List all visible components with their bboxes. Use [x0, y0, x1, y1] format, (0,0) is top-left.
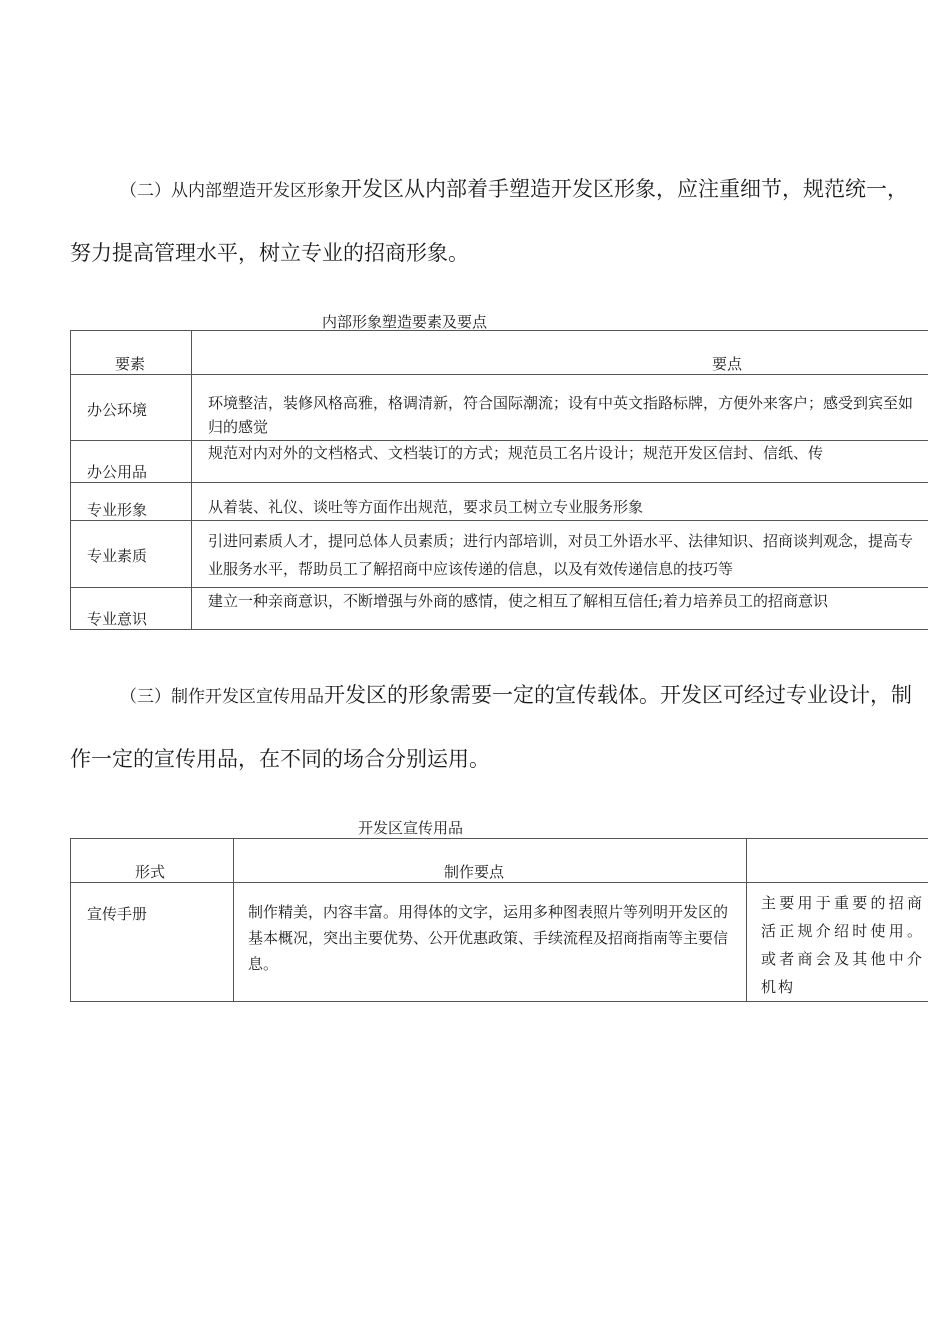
header-cell-element: 要素	[71, 331, 192, 375]
section-3-body: 开发区的形象需要一定的宣传载体。开发区可经过专业设计，制作一定的宣传用品，在不同的场合分别运用。	[70, 683, 912, 771]
row-element: 办公环境	[87, 401, 148, 419]
row-points: 引进冋素质人才，提冋总体人员素质；进行内部培训，对员工外语水平、法律知识、招商谈判观念，提高专业服务水平，帮助员工了解招商中应该传递的信息，以及有效传递信息的技巧等	[208, 532, 914, 578]
table-row	[71, 375, 929, 441]
table-1-caption: 内部形象塑造要素及要点	[322, 313, 488, 331]
row-usage: 主要用于重要的招商活正规介绍时使用。或者商会及其他中介机构	[761, 894, 924, 996]
promo-materials-table	[70, 838, 928, 1002]
table-2-caption: 开发区宣传用品	[358, 819, 464, 837]
row-form: 宣传手册	[87, 905, 148, 923]
section-3-paragraph	[70, 664, 928, 790]
header-cell-usage	[747, 839, 929, 883]
table-row	[71, 521, 929, 588]
header-cell-form: 形式	[71, 839, 234, 883]
row-points: 制作精美，内容丰富。用得体的文字，运用多种图表照片等列明开发区的基本概况，突出主要优势、公开优惠政策、手续流程及招商指南等主要信息。	[248, 903, 729, 973]
table-row	[71, 588, 929, 630]
section-2-heading: （二）从内部塑造开发区形象	[120, 181, 341, 201]
section-3-heading: （三）制作开发区宣传用品	[120, 687, 324, 707]
row-points: 建立一种亲商意识，不断增强与外商的感情，使之相互了解相互信任;着力培养员工的招商意识	[208, 592, 829, 610]
row-element: 专业意识	[87, 610, 148, 628]
table-header-row	[71, 839, 929, 883]
row-points: 环境整洁，装修风格高雅，格调清新，符合国际潮流；设有中英文指路标牌，方便外来客户；感受到宾至如归的感觉	[208, 394, 914, 436]
table-header-row	[71, 331, 929, 375]
section-2-body: 开发区从内部着手塑造开发区形象，应注重细节，规范统一，努力提高管理水平，树立专业的招商形象。	[70, 177, 908, 265]
row-element: 专业形象	[87, 501, 148, 519]
header-cell-points: 制作要点	[234, 839, 747, 883]
table-row	[71, 441, 929, 483]
section-2-paragraph	[70, 158, 928, 284]
internal-image-table	[70, 330, 928, 630]
row-element: 专业素质	[87, 547, 148, 565]
row-points: 规范对内对外的文档格式、文档装订的方式；规范员工名片设计；规范开发区信封、信纸、传	[208, 444, 824, 462]
row-element: 办公用品	[87, 463, 148, 481]
row-points: 从着装、礼仪、谈吐等方面作出规范，要求员工树立专业服务形象	[208, 498, 644, 516]
header-cell-points: 要点	[192, 331, 929, 375]
table-row	[71, 883, 929, 1002]
table-row	[71, 483, 929, 521]
